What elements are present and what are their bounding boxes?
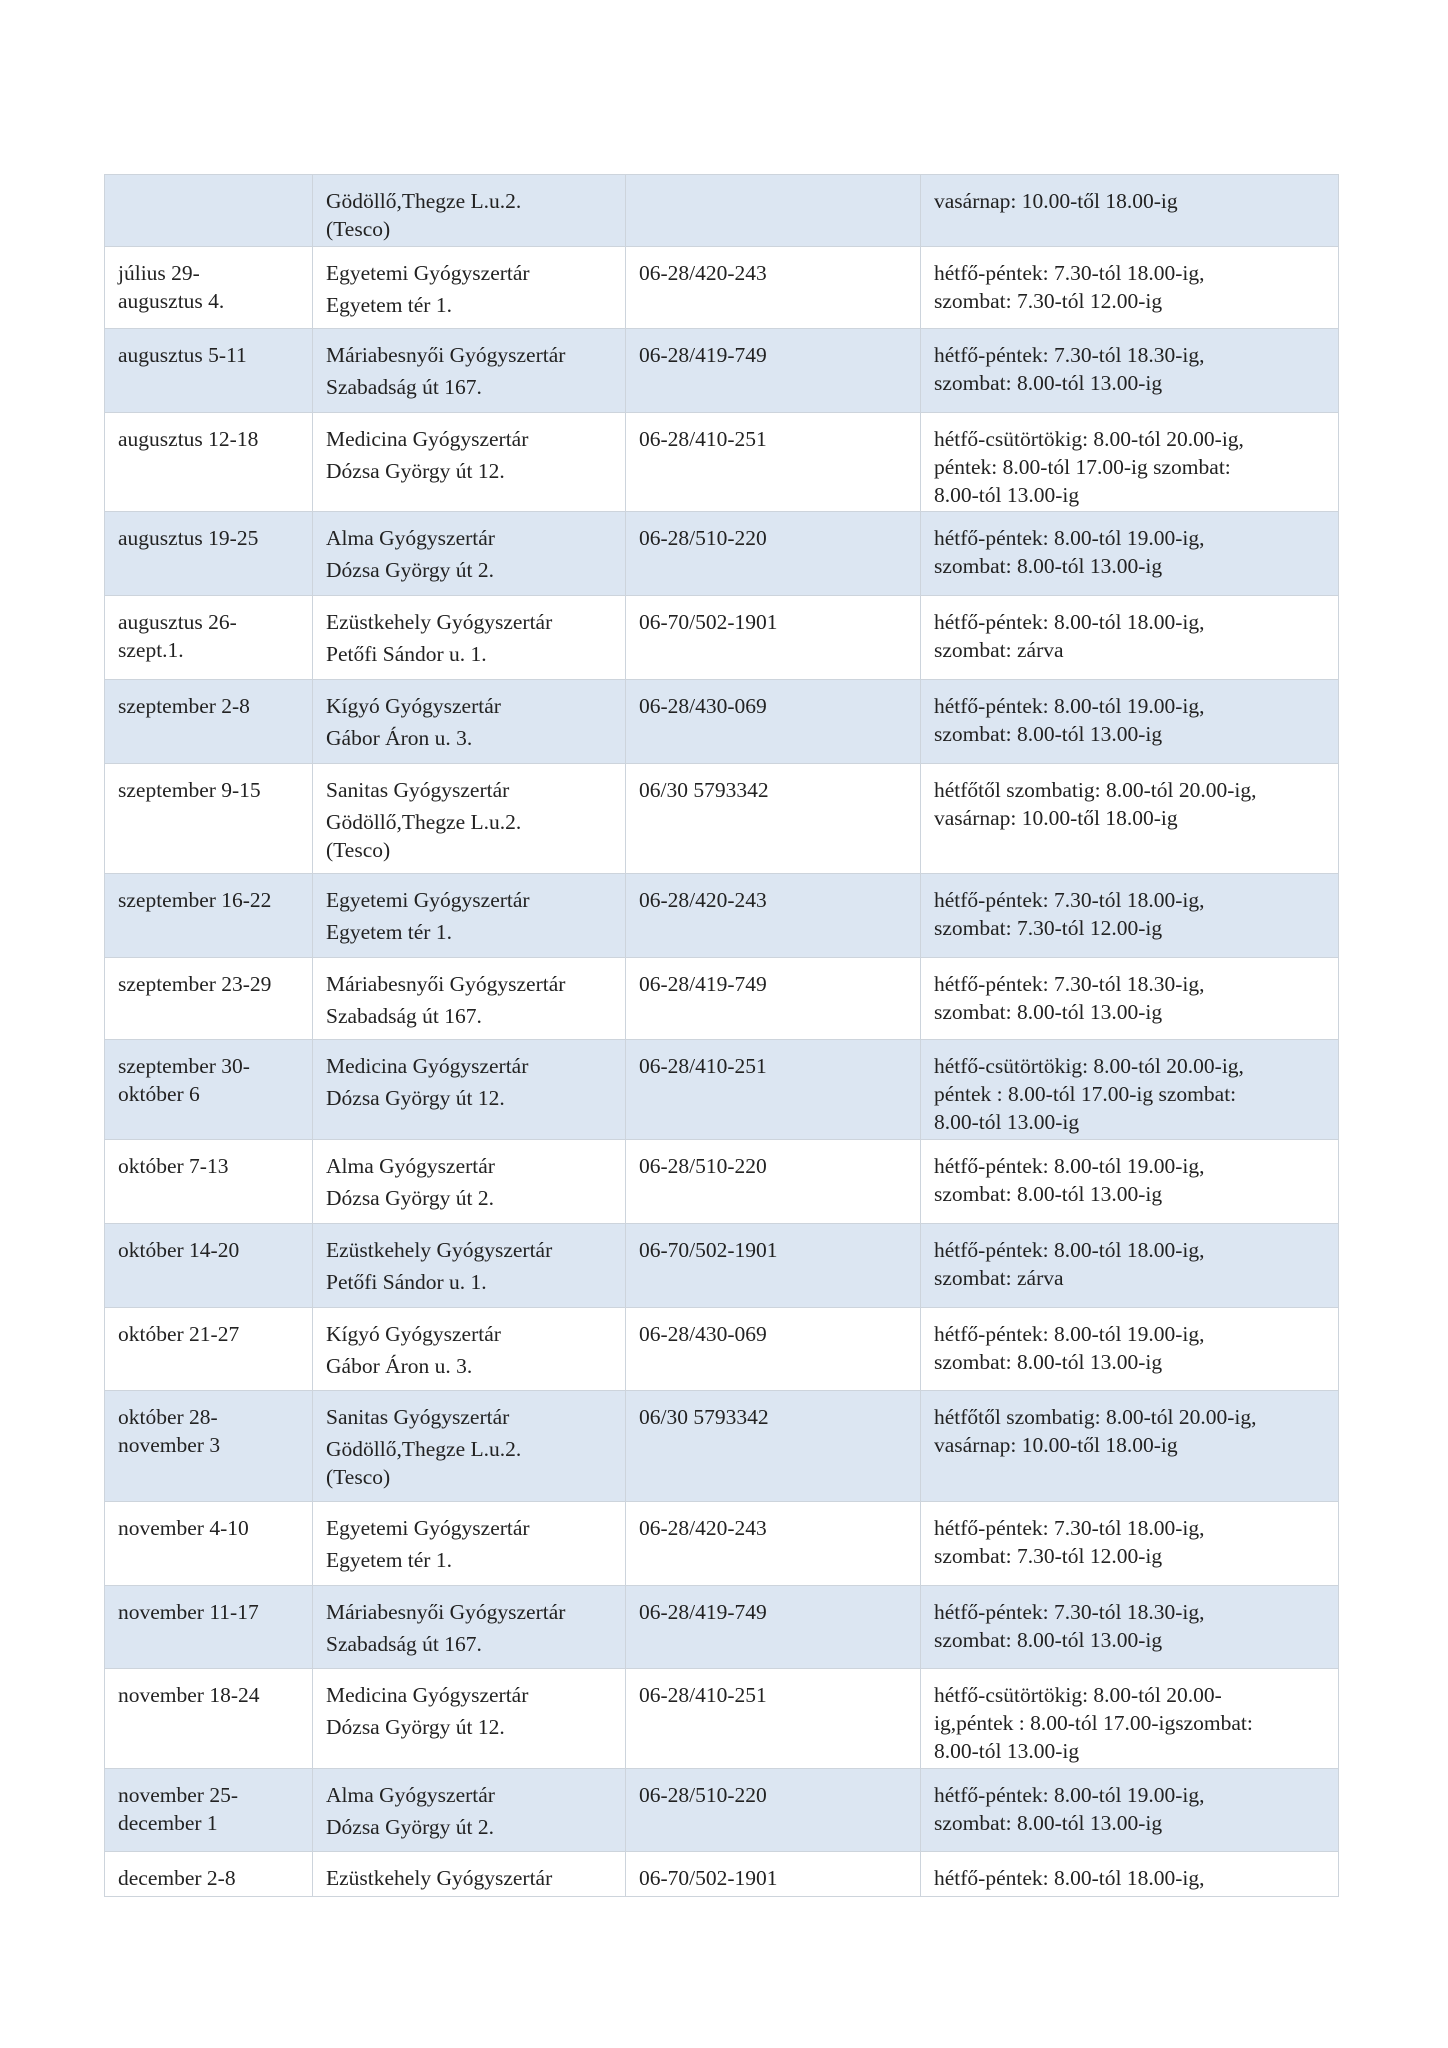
duty-period: augusztus 12-18	[118, 427, 259, 451]
pharmacy-name: Ezüstkehely Gyógyszertár	[326, 1238, 553, 1262]
pharmacy-address: Gödöllő,Thegze L.u.2. (Tesco)	[326, 810, 522, 862]
date-cell	[105, 596, 313, 680]
table-row	[105, 1769, 1339, 1852]
phone-cell	[626, 247, 921, 329]
phone-cell	[626, 1308, 921, 1391]
date-cell	[105, 958, 313, 1040]
date-cell	[105, 175, 313, 247]
date-cell	[105, 1391, 313, 1502]
hours-cell	[921, 1852, 1339, 1897]
pharmacy-name: Máriabesnyői Gyógyszertár	[326, 972, 566, 996]
phone-cell	[626, 1852, 921, 1897]
pharmacy-address: Dózsa György út 12.	[326, 459, 505, 483]
table-row	[105, 1040, 1339, 1140]
table-row	[105, 1586, 1339, 1669]
pharmacy-address: Egyetem tér 1.	[326, 293, 452, 317]
phone-number: 06-28/420-243	[639, 261, 767, 285]
phone-cell	[626, 958, 921, 1040]
pharmacy-address: Szabadság út 167.	[326, 375, 482, 399]
phone-cell	[626, 175, 921, 247]
pharmacy-name: Máriabesnyői Gyógyszertár	[326, 343, 566, 367]
pharmacy-cell	[313, 413, 626, 512]
phone-number: 06-28/430-069	[639, 694, 767, 718]
table-row	[105, 680, 1339, 764]
duty-period: november 18-24	[118, 1683, 260, 1707]
opening-hours: hétfő-péntek: 7.30-tól 18.30-ig, szombat: 8.00-tól 13.00-ig	[934, 343, 1205, 395]
date-cell	[105, 1852, 313, 1897]
hours-cell	[921, 764, 1339, 874]
pharmacy-address: Petőfi Sándor u. 1.	[326, 642, 487, 666]
phone-number: 06-28/430-069	[639, 1322, 767, 1346]
phone-cell	[626, 1586, 921, 1669]
phone-cell	[626, 680, 921, 764]
opening-hours: hétfő-péntek: 8.00-tól 18.00-ig, szombat: zárva	[934, 1238, 1205, 1290]
pharmacy-cell	[313, 1502, 626, 1586]
pharmacy-name: Sanitas Gyógyszertár	[326, 1405, 510, 1429]
hours-cell	[921, 596, 1339, 680]
duty-period: szeptember 16-22	[118, 888, 272, 912]
date-cell	[105, 680, 313, 764]
pharmacy-name: Medicina Gyógyszertár	[326, 1683, 529, 1707]
pharmacy-name: Alma Gyógyszertár	[326, 1783, 495, 1807]
date-cell	[105, 874, 313, 958]
phone-number: 06-28/510-220	[639, 526, 767, 550]
pharmacy-cell	[313, 1391, 626, 1502]
pharmacy-address: Gábor Áron u. 3.	[326, 726, 473, 750]
pharmacy-name: Kígyó Gyógyszertár	[326, 694, 501, 718]
opening-hours: hétfő-csütörtökig: 8.00-tól 20.00-ig, péntek: 8.00-tól 17.00-ig szombat: 8.00-tól 13.00-ig	[934, 427, 1244, 507]
table-row	[105, 596, 1339, 680]
date-cell	[105, 247, 313, 329]
hours-cell	[921, 1502, 1339, 1586]
date-cell	[105, 1040, 313, 1140]
phone-cell	[626, 1140, 921, 1224]
table-row	[105, 1391, 1339, 1502]
duty-period: október 7-13	[118, 1154, 229, 1178]
pharmacy-cell	[313, 764, 626, 874]
phone-number: 06-28/419-749	[639, 972, 767, 996]
opening-hours: hétfő-péntek: 7.30-tól 18.00-ig, szombat: 7.30-tól 12.00-ig	[934, 1516, 1205, 1568]
phone-cell	[626, 596, 921, 680]
phone-cell	[626, 1224, 921, 1308]
duty-period: december 2-8	[118, 1866, 236, 1890]
pharmacy-cell	[313, 1224, 626, 1308]
table-row	[105, 1308, 1339, 1391]
opening-hours: hétfő-péntek: 8.00-tól 18.00-ig, szombat: zárva	[934, 610, 1205, 662]
pharmacy-cell	[313, 958, 626, 1040]
duty-period: október 21-27	[118, 1322, 240, 1346]
phone-number: 06-28/410-251	[639, 1683, 767, 1707]
table-row	[105, 1140, 1339, 1224]
phone-cell	[626, 413, 921, 512]
pharmacy-name: Alma Gyógyszertár	[326, 1154, 495, 1178]
phone-number: 06/30 5793342	[639, 778, 769, 802]
phone-cell	[626, 1769, 921, 1852]
pharmacy-address: Dózsa György út 2.	[326, 1815, 495, 1839]
pharmacy-name: Máriabesnyői Gyógyszertár	[326, 1600, 566, 1624]
opening-hours: hétfő-péntek: 7.30-tól 18.00-ig, szombat: 7.30-tól 12.00-ig	[934, 888, 1205, 940]
pharmacy-cell	[313, 247, 626, 329]
table-row	[105, 413, 1339, 512]
phone-cell	[626, 1502, 921, 1586]
pharmacy-cell	[313, 1852, 626, 1897]
duty-period: november 4-10	[118, 1516, 249, 1540]
opening-hours: hétfő-péntek: 8.00-tól 19.00-ig, szombat: 8.00-tól 13.00-ig	[934, 1783, 1205, 1835]
pharmacy-name: Egyetemi Gyógyszertár	[326, 261, 530, 285]
opening-hours: hétfő-csütörtökig: 8.00-tól 20.00-ig, péntek : 8.00-tól 17.00-ig szombat: 8.00-tól 13.00-ig	[934, 1054, 1244, 1134]
phone-number: 06-28/420-243	[639, 888, 767, 912]
date-cell	[105, 1502, 313, 1586]
pharmacy-cell	[313, 512, 626, 596]
phone-number: 06-28/420-243	[639, 1516, 767, 1540]
hours-cell	[921, 680, 1339, 764]
duty-period: augusztus 19-25	[118, 526, 259, 550]
pharmacy-address: Szabadság út 167.	[326, 1004, 482, 1028]
hours-cell	[921, 874, 1339, 958]
pharmacy-name: Kígyó Gyógyszertár	[326, 1322, 501, 1346]
table-row	[105, 1669, 1339, 1769]
pharmacy-cell	[313, 1040, 626, 1140]
phone-cell	[626, 329, 921, 413]
date-cell	[105, 413, 313, 512]
opening-hours: hétfőtől szombatig: 8.00-tól 20.00-ig, vasárnap: 10.00-től 18.00-ig	[934, 1405, 1257, 1457]
pharmacy-cell	[313, 175, 626, 247]
opening-hours: hétfő-péntek: 7.30-tól 18.00-ig, szombat: 7.30-tól 12.00-ig	[934, 261, 1205, 313]
phone-number: 06-28/410-251	[639, 1054, 767, 1078]
phone-number: 06-28/510-220	[639, 1783, 767, 1807]
hours-cell	[921, 1391, 1339, 1502]
pharmacy-name: Sanitas Gyógyszertár	[326, 778, 510, 802]
phone-number: 06-70/502-1901	[639, 1866, 778, 1890]
pharmacy-address: Egyetem tér 1.	[326, 1548, 452, 1572]
phone-cell	[626, 512, 921, 596]
table-row	[105, 1502, 1339, 1586]
pharmacy-address: Egyetem tér 1.	[326, 920, 452, 944]
phone-cell	[626, 764, 921, 874]
pharmacy-name: Alma Gyógyszertár	[326, 526, 495, 550]
duty-period: szeptember 2-8	[118, 694, 250, 718]
table-row	[105, 764, 1339, 874]
pharmacy-address: Gödöllő,Thegze L.u.2.	[326, 189, 522, 213]
hours-cell	[921, 329, 1339, 413]
phone-number: 06-28/419-749	[639, 1600, 767, 1624]
pharmacy-address: Szabadság út 167.	[326, 1632, 482, 1656]
pharmacy-address: Gábor Áron u. 3.	[326, 1354, 473, 1378]
table-row	[105, 247, 1339, 329]
table-row	[105, 1852, 1339, 1897]
opening-hours: hétfőtől szombatig: 8.00-tól 20.00-ig, vasárnap: 10.00-től 18.00-ig	[934, 778, 1257, 830]
pharmacy-cell	[313, 1769, 626, 1852]
phone-number: 06-70/502-1901	[639, 1238, 778, 1262]
date-cell	[105, 1669, 313, 1769]
pharmacy-duty-table	[104, 174, 1339, 1897]
duty-period: szeptember 23-29	[118, 972, 272, 996]
date-cell	[105, 764, 313, 874]
duty-period: július 29- augusztus 4.	[118, 261, 225, 313]
table-row	[105, 512, 1339, 596]
date-cell	[105, 512, 313, 596]
hours-cell	[921, 1308, 1339, 1391]
pharmacy-cell	[313, 1586, 626, 1669]
pharmacy-address: Dózsa György út 12.	[326, 1715, 505, 1739]
opening-hours: hétfő-péntek: 8.00-tól 19.00-ig, szombat: 8.00-tól 13.00-ig	[934, 694, 1205, 746]
opening-hours: hétfő-csütörtökig: 8.00-tól 20.00- ig,péntek : 8.00-tól 17.00-igszombat: 8.00-tól 13.00-ig	[934, 1683, 1253, 1763]
phone-cell	[626, 1669, 921, 1769]
hours-cell	[921, 1769, 1339, 1852]
date-cell	[105, 1140, 313, 1224]
date-cell	[105, 1224, 313, 1308]
pharmacy-name: Medicina Gyógyszertár	[326, 1054, 529, 1078]
table-row	[105, 175, 1339, 247]
phone-cell	[626, 874, 921, 958]
duty-period: november 25- december 1	[118, 1783, 239, 1835]
duty-period: október 28- november 3	[118, 1405, 221, 1457]
pharmacy-cell	[313, 596, 626, 680]
pharmacy-cell	[313, 1669, 626, 1769]
hours-cell	[921, 1586, 1339, 1669]
pharmacy-cell	[313, 329, 626, 413]
pharmacy-name: Ezüstkehely Gyógyszertár	[326, 1866, 553, 1890]
pharmacy-address: Dózsa György út 12.	[326, 1086, 505, 1110]
table-row	[105, 958, 1339, 1040]
pharmacy-address: Petőfi Sándor u. 1.	[326, 1270, 487, 1294]
duty-period: október 14-20	[118, 1238, 240, 1262]
pharmacy-cell	[313, 680, 626, 764]
table-row	[105, 874, 1339, 958]
date-cell	[105, 329, 313, 413]
pharmacy-address: Dózsa György út 2.	[326, 558, 495, 582]
opening-hours: hétfő-péntek: 8.00-tól 18.00-ig,	[934, 1866, 1205, 1890]
duty-period: november 11-17	[118, 1600, 259, 1624]
pharmacy-cell	[313, 874, 626, 958]
table-row	[105, 329, 1339, 413]
phone-number: 06-28/419-749	[639, 343, 767, 367]
opening-hours: vasárnap: 10.00-től 18.00-ig	[934, 189, 1178, 213]
hours-cell	[921, 1040, 1339, 1140]
duty-period: augusztus 5-11	[118, 343, 247, 367]
hours-cell	[921, 958, 1339, 1040]
pharmacy-address: Gödöllő,Thegze L.u.2. (Tesco)	[326, 1437, 522, 1489]
hours-cell	[921, 1224, 1339, 1308]
date-cell	[105, 1586, 313, 1669]
hours-cell	[921, 1669, 1339, 1769]
pharmacy-address-note: (Tesco)	[326, 217, 391, 241]
phone-cell	[626, 1040, 921, 1140]
phone-cell	[626, 1391, 921, 1502]
pharmacy-address: Dózsa György út 2.	[326, 1186, 495, 1210]
pharmacy-name: Egyetemi Gyógyszertár	[326, 1516, 530, 1540]
pharmacy-cell	[313, 1140, 626, 1224]
hours-cell	[921, 512, 1339, 596]
date-cell	[105, 1308, 313, 1391]
opening-hours: hétfő-péntek: 7.30-tól 18.30-ig, szombat: 8.00-tól 13.00-ig	[934, 1600, 1205, 1652]
phone-number: 06-28/410-251	[639, 427, 767, 451]
opening-hours: hétfő-péntek: 8.00-tól 19.00-ig, szombat: 8.00-tól 13.00-ig	[934, 526, 1205, 578]
pharmacy-name: Egyetemi Gyógyszertár	[326, 888, 530, 912]
duty-period: augusztus 26- szept.1.	[118, 610, 237, 662]
table-row	[105, 1224, 1339, 1308]
hours-cell	[921, 1140, 1339, 1224]
hours-cell	[921, 175, 1339, 247]
pharmacy-name: Medicina Gyógyszertár	[326, 427, 529, 451]
pharmacy-name: Ezüstkehely Gyógyszertár	[326, 610, 553, 634]
phone-number: 06-70/502-1901	[639, 610, 778, 634]
hours-cell	[921, 247, 1339, 329]
opening-hours: hétfő-péntek: 8.00-tól 19.00-ig, szombat: 8.00-tól 13.00-ig	[934, 1154, 1205, 1206]
duty-period: szeptember 30- október 6	[118, 1054, 250, 1106]
opening-hours: hétfő-péntek: 8.00-tól 19.00-ig, szombat: 8.00-tól 13.00-ig	[934, 1322, 1205, 1374]
opening-hours: hétfő-péntek: 7.30-tól 18.30-ig, szombat: 8.00-tól 13.00-ig	[934, 972, 1205, 1024]
duty-period: szeptember 9-15	[118, 778, 261, 802]
phone-number: 06/30 5793342	[639, 1405, 769, 1429]
phone-number: 06-28/510-220	[639, 1154, 767, 1178]
hours-cell	[921, 413, 1339, 512]
pharmacy-cell	[313, 1308, 626, 1391]
date-cell	[105, 1769, 313, 1852]
